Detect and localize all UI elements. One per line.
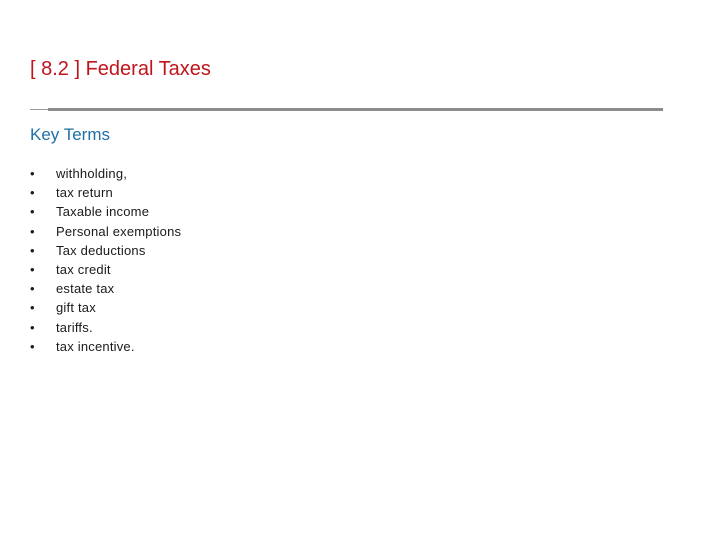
term-withholding: withholding,: [56, 166, 128, 181]
bullet-icon: •: [30, 223, 35, 239]
bullet-icon: •: [30, 204, 35, 220]
bullet-icon: •: [30, 338, 35, 354]
title-divider: [30, 108, 663, 111]
slide-title: [ 8.2 ] Federal Taxes: [30, 58, 211, 80]
term-tax-deductions: Tax deductions: [56, 242, 146, 258]
term-personal-exemptions: Personal exemptions: [56, 223, 182, 239]
term-gift-tax: gift tax: [56, 300, 96, 316]
divider-thin-segment: [30, 109, 50, 110]
bullet-icon: •: [30, 185, 35, 201]
term-tax-credit: tax credit: [56, 261, 111, 277]
bullet-icon: •: [30, 281, 35, 297]
term-tax-incentive: tax incentive.: [56, 338, 135, 354]
bullet-icon: •: [30, 242, 35, 258]
term-tariffs: tariffs.: [56, 319, 93, 335]
term-tax-return: tax return: [56, 185, 113, 201]
term-estate-tax: estate tax: [56, 281, 115, 297]
bullet-icon: •: [30, 300, 35, 316]
bullet-icon: •: [30, 261, 35, 277]
term-taxable-income: Taxable income: [56, 204, 150, 220]
bullet-icon: •: [30, 166, 35, 181]
bullet-icon: •: [30, 319, 35, 335]
divider-thick-segment: [48, 108, 663, 111]
key-terms-heading: Key Terms: [30, 125, 110, 144]
